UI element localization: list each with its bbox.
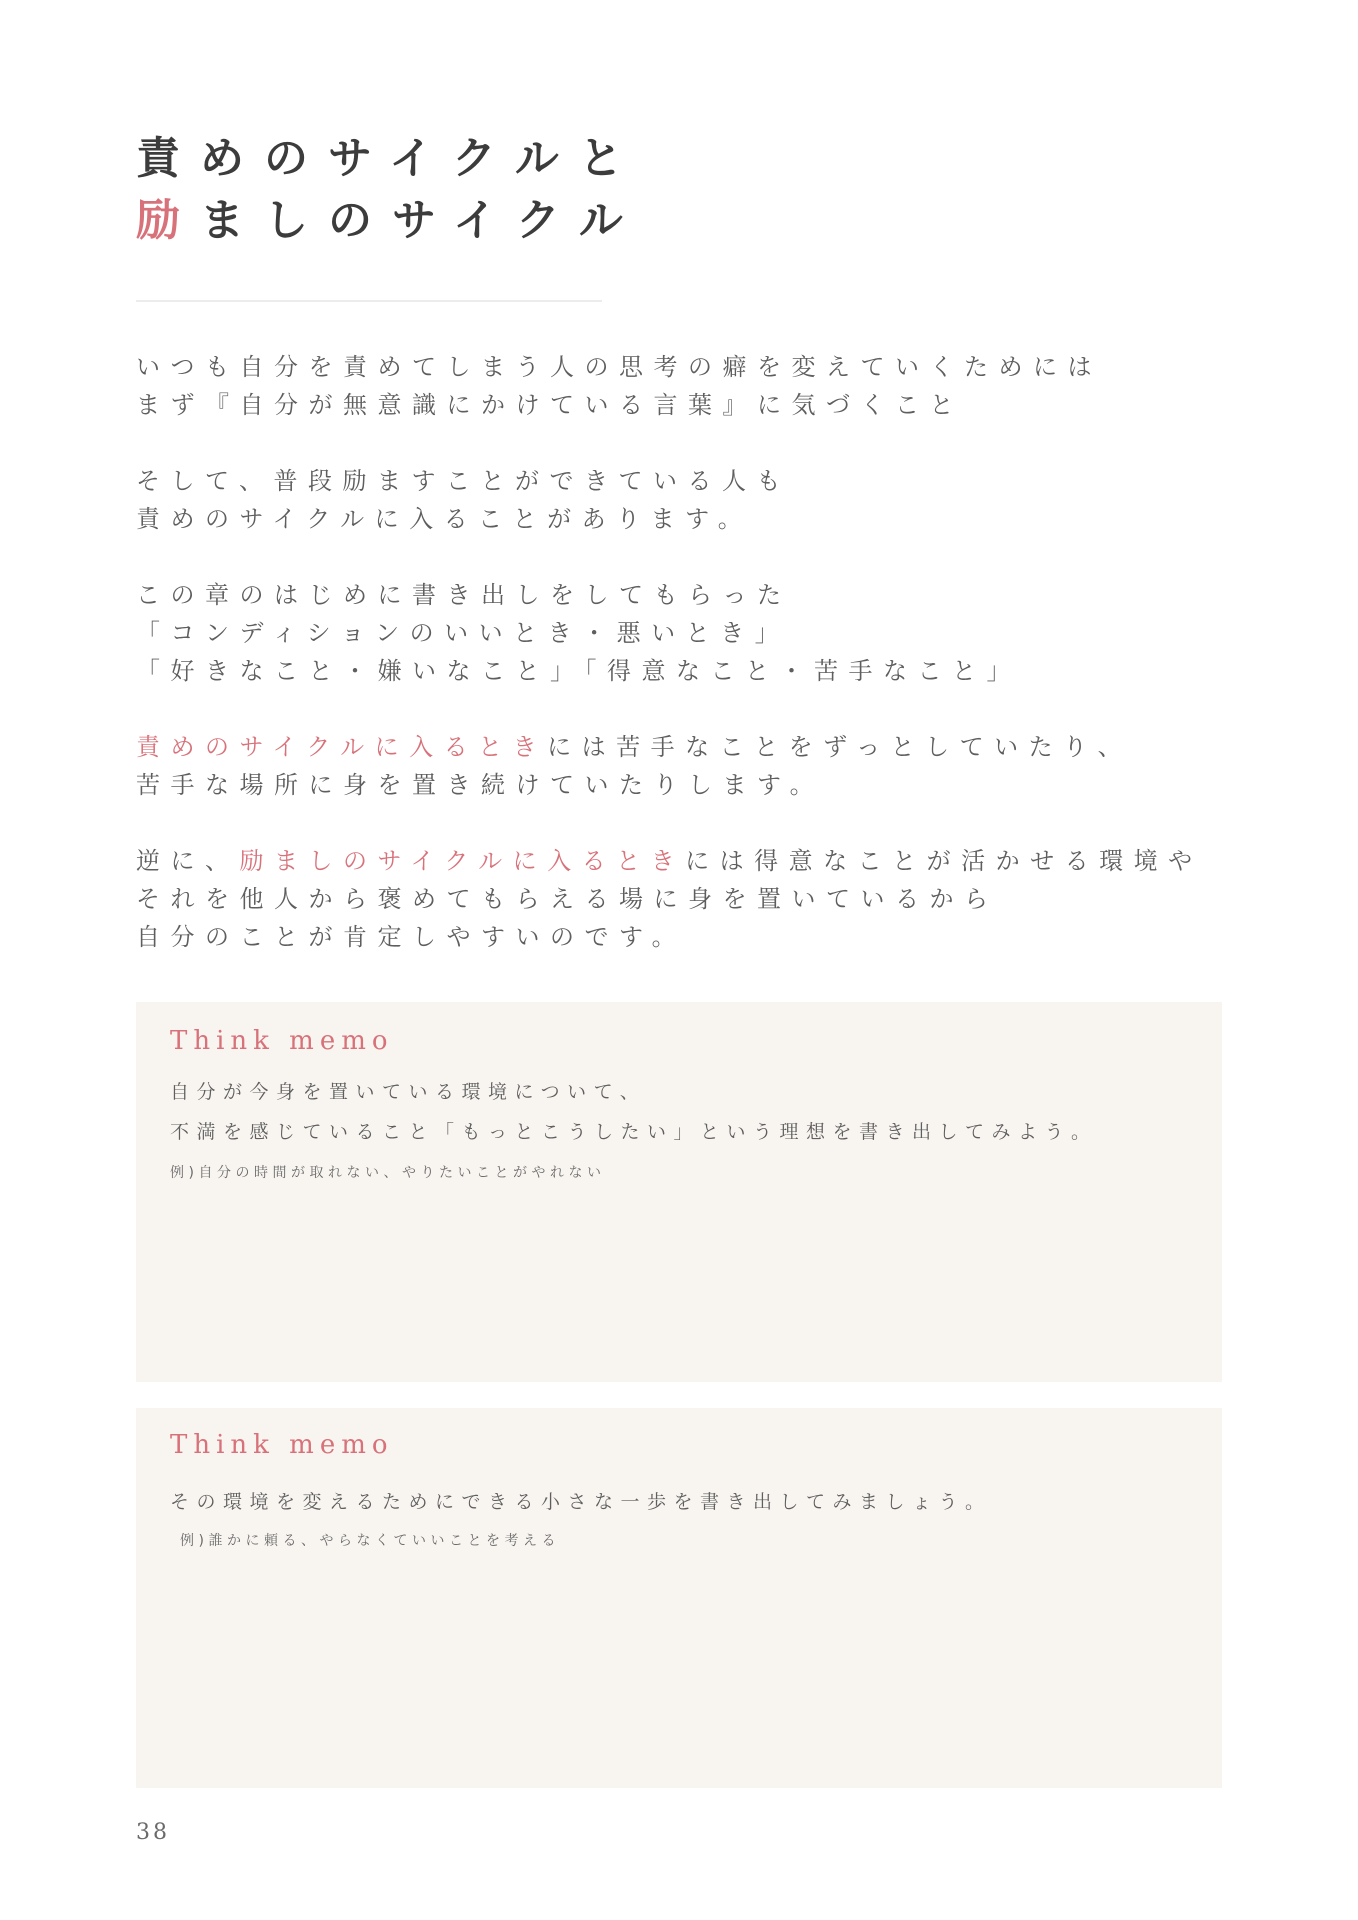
paragraph-4 bbox=[136, 728, 1236, 804]
paragraph-text: には苦手なことをずっとしていたり、 bbox=[547, 733, 1133, 761]
memo-prompt-line: 自分が今身を置いている環境について、 bbox=[170, 1081, 647, 1103]
highlight-blame-cycle: 責めのサイクルに入るとき bbox=[136, 733, 548, 761]
paragraph-line bbox=[136, 728, 1236, 766]
highlight-encourage-cycle: 励ましのサイクルに入るとき bbox=[239, 847, 686, 875]
page-number: 38 bbox=[136, 1820, 170, 1845]
think-memo-box-1[interactable] bbox=[136, 1002, 1222, 1382]
paragraph-text: 逆に、 bbox=[136, 847, 240, 875]
title-divider bbox=[136, 300, 602, 302]
paragraph-text: には得意なことが活かせる環境や bbox=[685, 847, 1203, 875]
memo-prompt bbox=[170, 1482, 992, 1522]
paragraph-line: 「コンディションのいいとき・悪いとき」 bbox=[136, 619, 790, 647]
paragraph-line: 自分のことが肯定しやすいのです。 bbox=[136, 923, 687, 951]
title-line-2 bbox=[136, 190, 643, 252]
paragraph-line: いつも自分を責めてしまう人の思考の癖を変えていくためには bbox=[136, 353, 1102, 381]
body-text bbox=[136, 348, 1236, 994]
title-line-2-rest: ましのサイクル bbox=[200, 195, 643, 246]
paragraph-line: 責めのサイクルに入ることがあります。 bbox=[136, 505, 753, 533]
memo-title: Think memo bbox=[170, 1026, 394, 1056]
paragraph-line: この章のはじめに書き出しをしてもらった bbox=[136, 581, 792, 609]
paragraph-1 bbox=[136, 348, 1236, 424]
page-title bbox=[136, 128, 643, 252]
memo-example: 例)誰かに頼る、やらなくていいことを考える bbox=[180, 1533, 560, 1549]
title-accent-char: 励 bbox=[136, 195, 200, 246]
paragraph-3 bbox=[136, 576, 1236, 690]
paragraph-line: まず『自分が無意識にかけている言葉』に気づくこと bbox=[136, 391, 964, 419]
paragraph-line bbox=[136, 842, 1236, 880]
memo-example: 例)自分の時間が取れない、やりたいことがやれない bbox=[170, 1165, 606, 1181]
paragraph-line: 苦手な場所に身を置き続けていたりします。 bbox=[136, 771, 825, 799]
paragraph-2 bbox=[136, 462, 1236, 538]
paragraph-line: 「好きなこと・嫌いなこと」「得意なこと・苦手なこと」 bbox=[136, 657, 1021, 685]
think-memo-box-2[interactable] bbox=[136, 1408, 1222, 1788]
memo-prompt-line: その環境を変えるためにできる小さな一歩を書き出してみましょう。 bbox=[170, 1491, 992, 1513]
memo-prompt-line: 不満を感じていること「もっとこうしたい」という理想を書き出してみよう。 bbox=[170, 1121, 1098, 1143]
memo-title: Think memo bbox=[170, 1430, 394, 1460]
memo-prompt bbox=[170, 1072, 1098, 1152]
paragraph-line: それを他人から褒めてもらえる場に身を置いているから bbox=[136, 885, 999, 913]
paragraph-line: そして、普段励ますことができている人も bbox=[136, 467, 792, 495]
title-line-1: 責めのサイクルと bbox=[136, 133, 643, 184]
paragraph-5 bbox=[136, 842, 1236, 956]
